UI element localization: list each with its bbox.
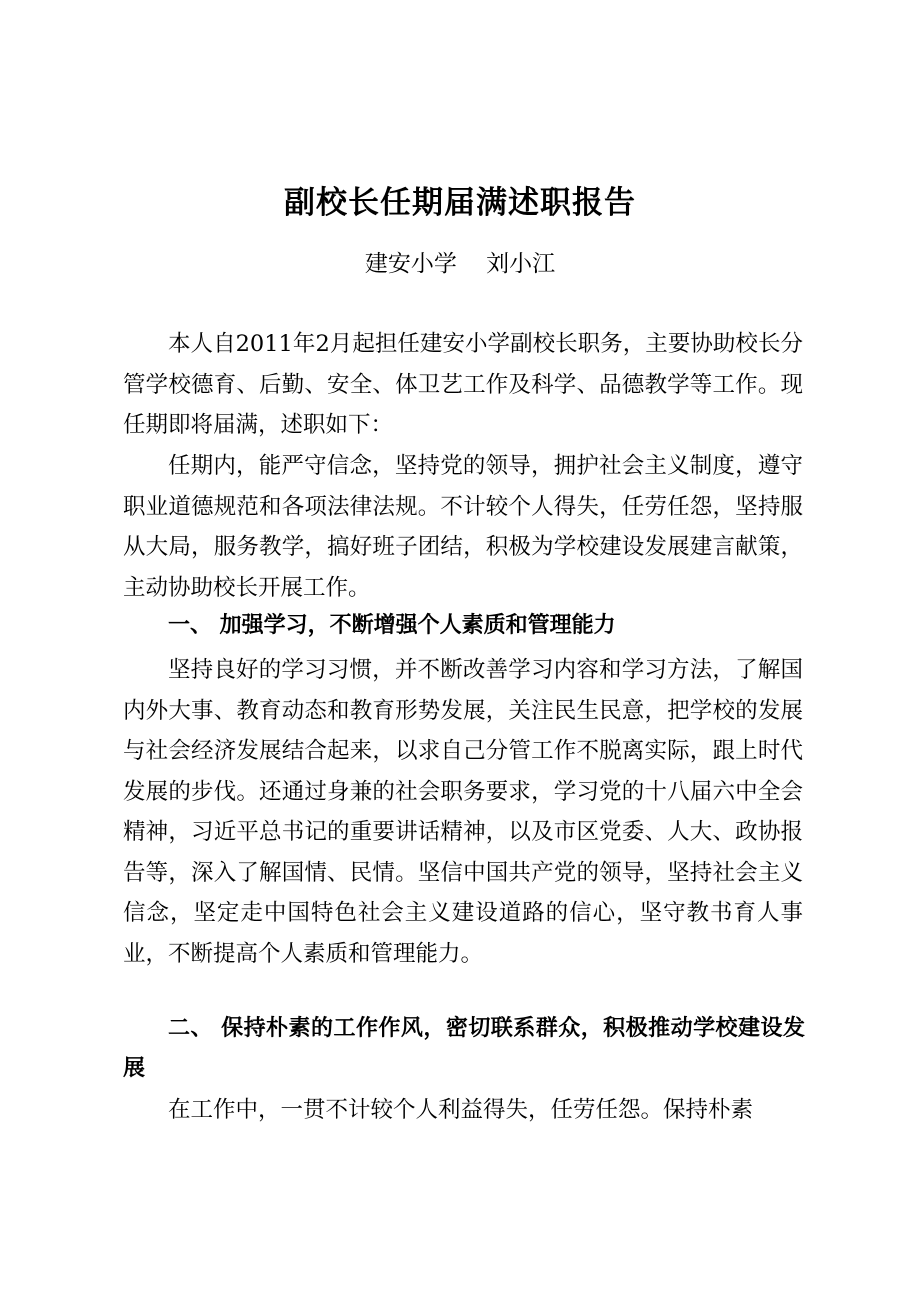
document-title: 副校长任期届满述职报告 [284,185,636,221]
section-heading-1 [123,606,805,646]
section-1-paragraph [123,650,803,974]
heading-text: 一、 加强学习，不断增强个人素质和管理能力 [168,613,616,638]
author-line: 建安小学 刘小江 [364,251,556,277]
paragraph-text: 在工作中，一贯不计较个人利益得失，任劳任怨。保持朴素 [168,1097,754,1123]
intro-paragraph [123,324,803,446]
duty-paragraph [123,446,803,608]
paragraph-text: 本人自2011年2月起担任建安小学副校长职务，主要协助校长分管学校德育、后勤、安全、体卫艺工作及科学、品德教学等工作。现任期即将届满，述职如下： [123,331,803,438]
heading-text: 二、 保持朴素的工作作风，密切联系群众，积极推动学校建设发展 [123,1016,805,1081]
section-heading-2 [123,1009,805,1089]
section-2-paragraph [123,1090,803,1131]
paragraph-text: 坚持良好的学习习惯，并不断改善学习内容和学习方法，了解国内外大事、教育动态和教育形势发展，关注民生民意，把学校的发展与社会经济发展结合起来，以求自己分管工作不脱离实际，跟上时代发展的步伐。还通过身兼的社会职务要求，学习党的十八届六中全会精神，习近平总书记的重要讲话精神，以及市区党委、人大、政协报告等，深入了解国情、民情。坚信中国共产党的领导，坚持社会主义信念，坚定走中国特色社会主义建设道路的信心，坚守教书育人事业，不断提高个人素质和管理能力。 [123,657,803,967]
paragraph-text: 任期内，能严守信念，坚持党的领导，拥护社会主义制度，遵守职业道德规范和各项法律法规。不计较个人得失，任劳任怨，坚持服从大局，服务教学，搞好班子团结，积极为学校建设发展建言献策，主动协助校长开展工作。 [123,453,803,601]
